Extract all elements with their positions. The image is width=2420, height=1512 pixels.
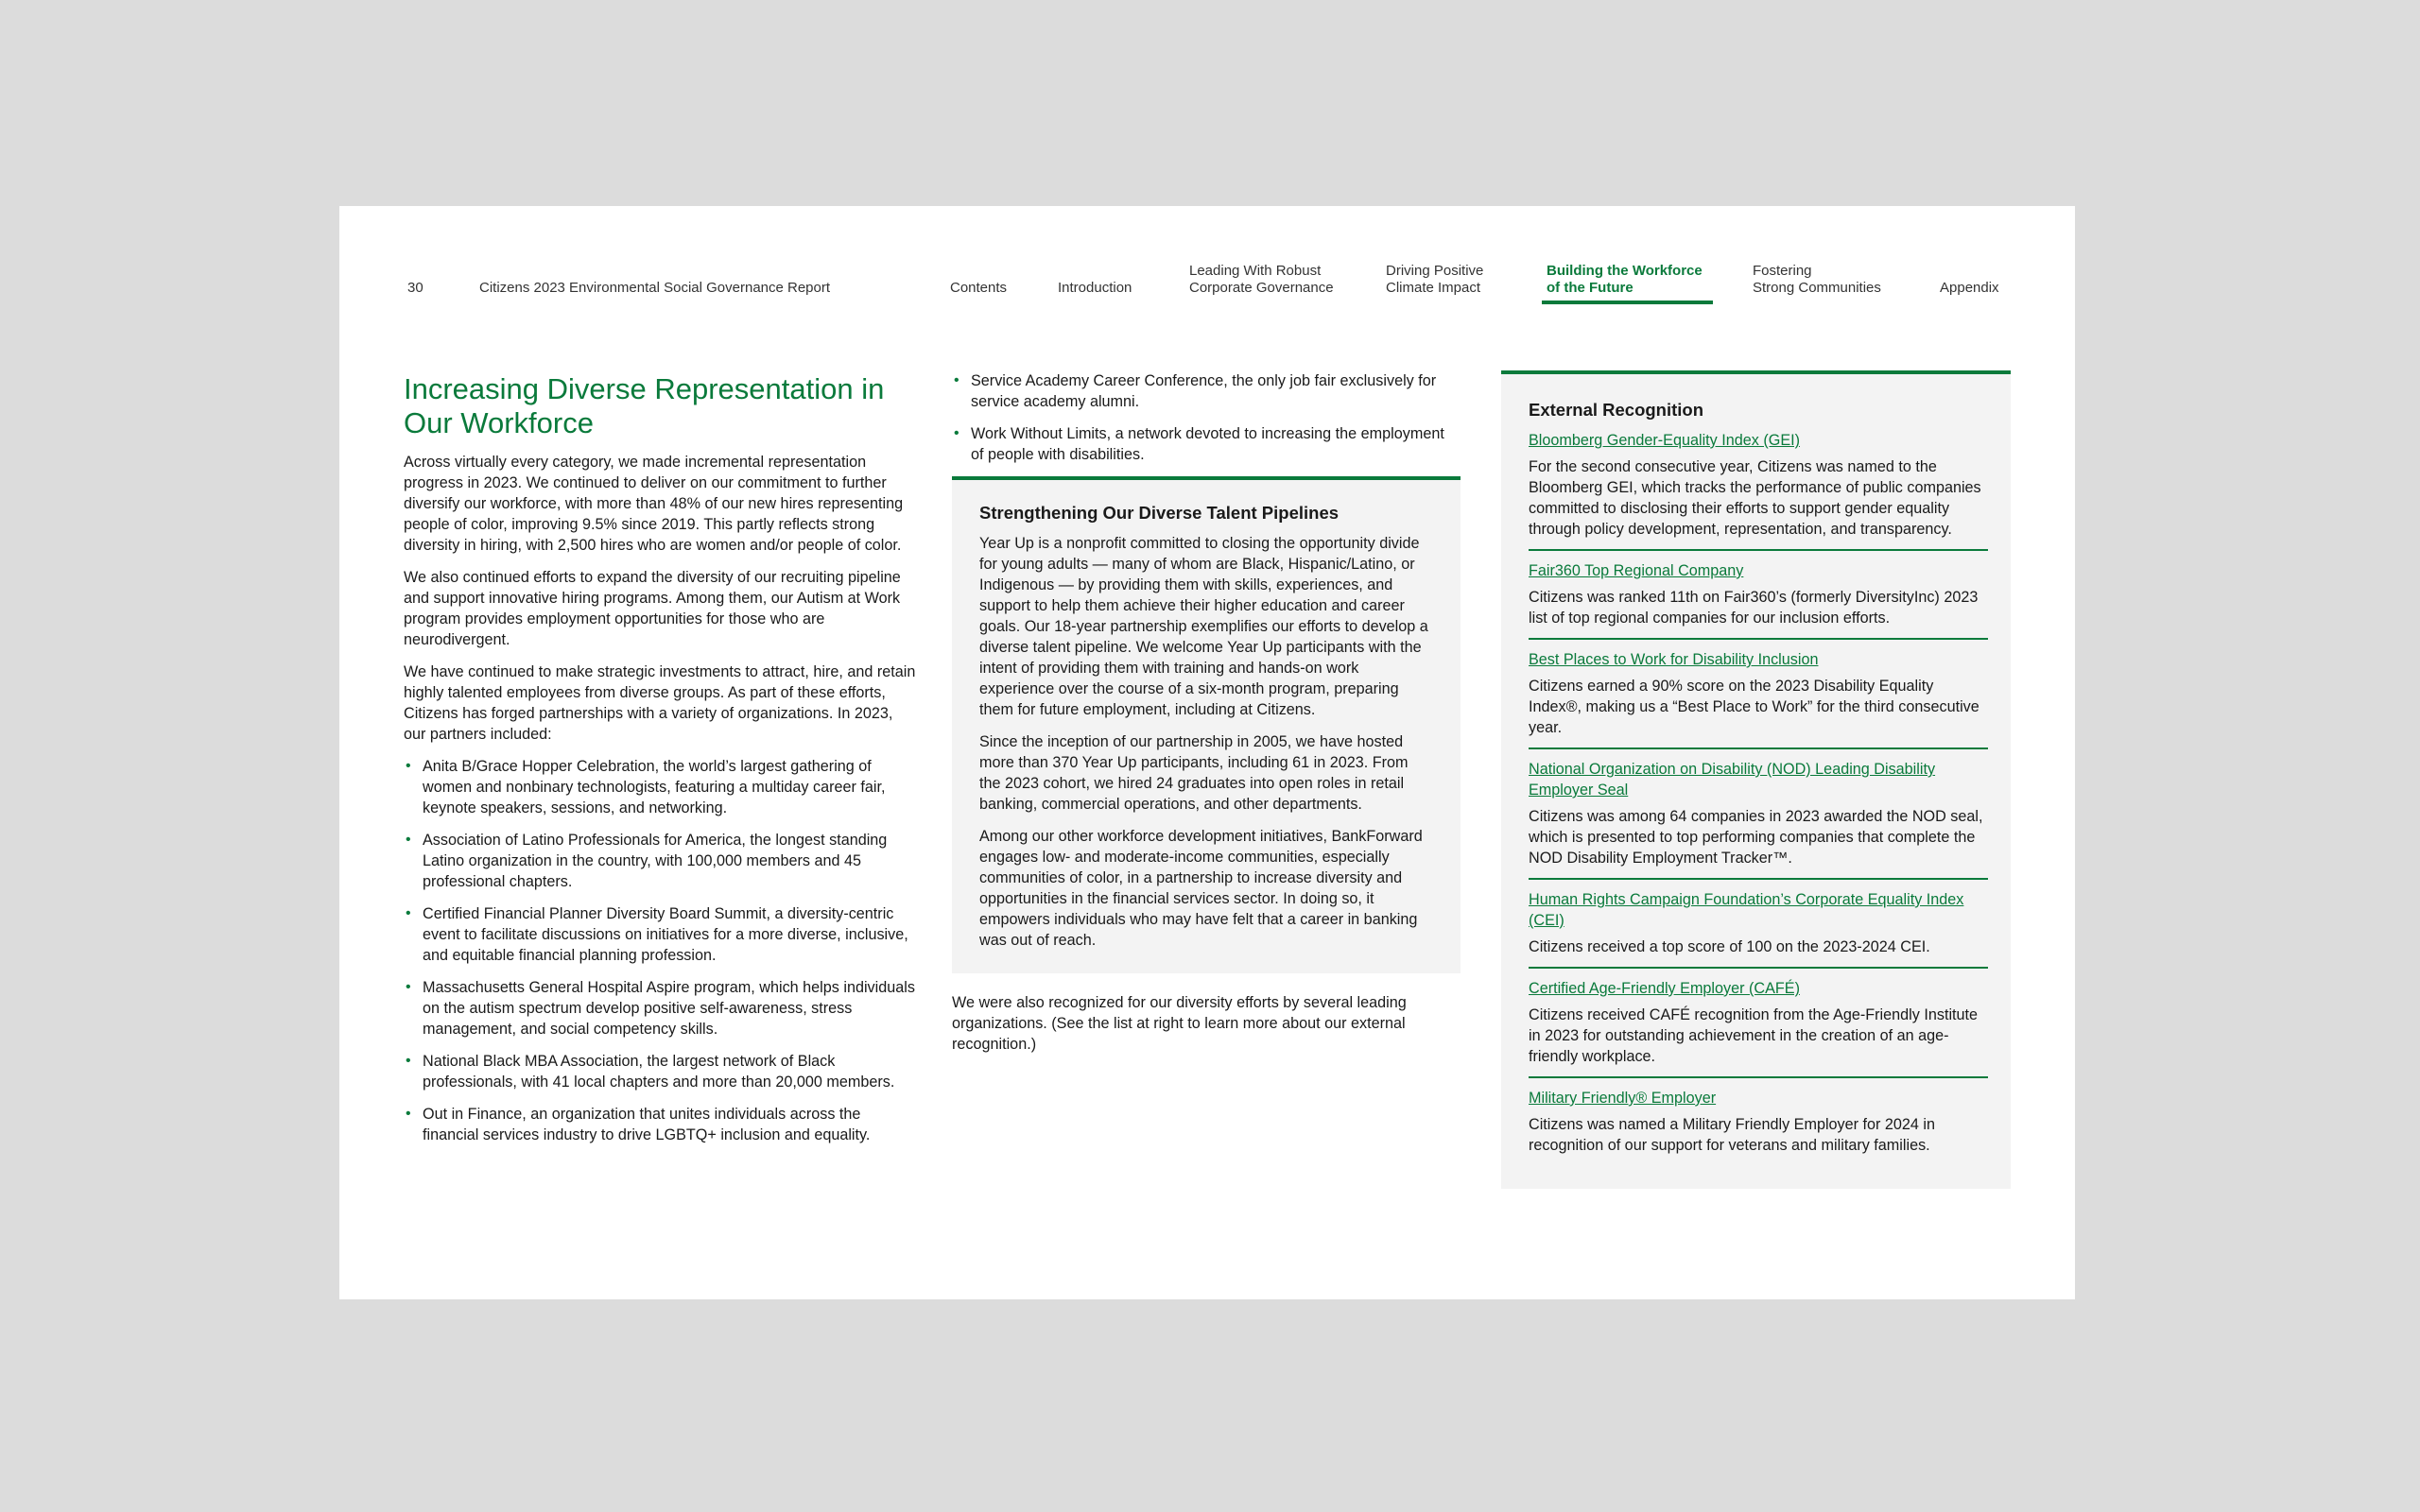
partner-list-continued <box>952 370 1461 465</box>
recognition-description: Citizens was ranked 11th on Fair360’s (formerly DiversityInc) 2023 list of top regional companies for our inclusion efforts. <box>1529 589 1979 627</box>
bullet-icon: • <box>954 425 959 441</box>
nav-contents[interactable]: Contents <box>950 280 1008 296</box>
list-item-text: Out in Finance, an organization that unites individuals across the financial services industry to drive LGBTQ+ inclusion and equality. <box>423 1106 871 1143</box>
list-item <box>952 423 1461 465</box>
list-item-text: Massachusetts General Hospital Aspire program, which helps individuals on the autism spectrum develop positive self-awareness, stress management, and social competency skills. <box>423 979 915 1038</box>
nav-workforce-active[interactable]: Building the Workforce of the Future <box>1547 263 1703 296</box>
nav-corporate-governance[interactable]: Leading With Robust Corporate Governance <box>1189 263 1334 296</box>
list-item-text: Association of Latino Professionals for America, the longest standing Latino organization in the country, with 100,000 members and 45 professional chapters. <box>423 832 888 890</box>
recognition-link[interactable]: Fair360 Top Regional Company <box>1529 562 1744 579</box>
report-page <box>339 206 2075 1299</box>
box-paragraph: Year Up is a nonprofit committed to closing the opportunity divide for young adults — many of whom are Black, Hispanic/Latino, or Indigenous — by providing them with skills, experiences, and support to help them achieve their higher education and career goals. Our 18-year partnership exemplifies our efforts to develop a diverse talent pipeline. We welcome Year Up participants with the intent of providing them with training and hands-on work experience over the course of a six-month program, preparing them for future employment, including at Citizens. <box>979 535 1428 718</box>
recognition-item <box>1529 430 1988 551</box>
bullet-icon: • <box>406 905 411 921</box>
partner-list <box>404 756 919 1145</box>
bullet-icon: • <box>406 979 411 995</box>
bullet-icon: • <box>406 832 411 848</box>
bullet-icon: • <box>406 1106 411 1122</box>
box-title: Strengthening Our Diverse Talent Pipelines <box>979 503 1340 523</box>
list-item <box>952 370 1461 412</box>
column-middle <box>952 370 1461 1055</box>
recognition-item <box>1529 978 1988 1078</box>
recognition-link[interactable]: Certified Age-Friendly Employer (CAFÉ) <box>1529 980 1800 997</box>
recognition-link[interactable]: Human Rights Campaign Foundation’s Corporate Equality Index (CEI) <box>1529 891 1964 929</box>
list-item-text: Certified Financial Planner Diversity Board Summit, a diversity-centric event to facilitate discussions on initiatives for a more diverse, inclusive, and equitable financial planning profession. <box>423 905 908 964</box>
nav-appendix[interactable]: Appendix <box>1940 280 1999 296</box>
recognition-item <box>1529 649 1988 749</box>
recognition-link[interactable]: National Organization on Disability (NOD) Leading Disability Employer Seal <box>1529 761 1936 799</box>
bullet-icon: • <box>954 372 959 388</box>
list-item <box>404 1051 919 1092</box>
report-title: Citizens 2023 Environmental Social Governance Report <box>479 280 831 296</box>
recognition-item <box>1529 560 1988 640</box>
nav-introduction[interactable]: Introduction <box>1058 280 1132 296</box>
list-item-text: National Black MBA Association, the largest network of Black professionals, with 41 local chapters and more than 20,000 members. <box>423 1053 895 1091</box>
list-item <box>404 977 919 1040</box>
recognition-description: Citizens received CAFÉ recognition from the Age-Friendly Institute in 2023 for outstanding achievement in the creation of an age-friendly workplace. <box>1529 1006 1979 1065</box>
talent-pipelines-box <box>952 476 1461 973</box>
recognition-description: Citizens was named a Military Friendly Employer for 2024 in recognition of our support for veterans and military families. <box>1529 1116 1936 1154</box>
paragraph: We also continued efforts to expand the diversity of our recruiting pipeline and support innovative hiring programs. Among them, our Autism at Work program provides employment opportunities for those who are neurodivergent. <box>404 569 901 648</box>
paragraph: We have continued to make strategic investments to attract, hire, and retain highly talented employees from diverse groups. As part of these efforts, Citizens has forged partnerships with a variety of organizations. In 2023, our partners included: <box>404 663 916 743</box>
page-number: 30 <box>407 280 424 296</box>
list-item <box>404 903 919 966</box>
box-paragraph: Among our other workforce development initiatives, BankForward engages low- and moderate-income communities, especially communities of color, in a partnership to increase diversity and opportunities in the financial services sector. In doing so, it empowers individuals who may have felt that a career in banking was out of reach. <box>979 828 1423 949</box>
column-left <box>404 372 919 1157</box>
box-paragraph: Since the inception of our partnership in 2005, we have hosted more than 370 Year Up participants, including 61 in 2023. From the 2023 cohort, we hired 24 graduates into open roles in retail banking, commercial operations, and other departments. <box>979 733 1409 813</box>
paragraph: Across virtually every category, we made incremental representation progress in 2023. We continued to deliver on our commitment to further diversify our workforce, with more than 48% of our new hires representing people of color, improving 9.5% since 2019. This partly reflects strong diversity in hiring, with 2,500 hires who are women and/or people of color. <box>404 454 904 554</box>
section-title: Increasing Diverse Representation in Our Workforce <box>404 372 885 439</box>
list-item-text: Anita B/Grace Hopper Celebration, the world’s largest gathering of women and nonbinary technologists, featuring a multiday career fair, keynote speakers, sessions, and networking. <box>423 758 886 816</box>
recognition-description: Citizens received a top score of 100 on the 2023-2024 CEI. <box>1529 938 1930 955</box>
list-item <box>404 1104 919 1145</box>
recognition-item <box>1529 759 1988 880</box>
recognition-description: Citizens earned a 90% score on the 2023 Disability Equality Index®, making us a “Best Place to Work” for the third consecutive year. <box>1529 678 1979 736</box>
bullet-icon: • <box>406 758 411 774</box>
recognition-description: Citizens was among 64 companies in 2023 awarded the NOD seal, which is presented to top performing companies that complete the NOD Disability Employment Tracker™. <box>1529 808 1983 867</box>
external-recognition-panel <box>1501 370 2011 1189</box>
list-item <box>404 830 919 892</box>
bullet-icon: • <box>406 1053 411 1069</box>
recognition-link[interactable]: Best Places to Work for Disability Inclusion <box>1529 651 1819 668</box>
nav-climate-impact[interactable]: Driving Positive Climate Impact <box>1386 263 1484 296</box>
recognition-link[interactable]: Bloomberg Gender-Equality Index (GEI) <box>1529 432 1801 449</box>
panel-title: External Recognition <box>1529 400 1704 420</box>
page-header <box>339 206 2075 310</box>
recognition-item <box>1529 1088 1988 1165</box>
recognition-intro: We were also recognized for our diversity efforts by several leading organizations. (See the list at right to learn more about our external recognition.) <box>952 994 1407 1053</box>
recognition-description: For the second consecutive year, Citizens was named to the Bloomberg GEI, which tracks the performance of public companies committed to disclosing their efforts to support gender equality through policy development, representation, and transparency. <box>1529 458 1981 538</box>
list-item-text: Service Academy Career Conference, the only job fair exclusively for service academy alumni. <box>971 372 1437 410</box>
list-item <box>404 756 919 818</box>
nav-strong-communities[interactable]: Fostering Strong Communities <box>1753 263 1881 296</box>
recognition-item <box>1529 889 1988 969</box>
recognition-link[interactable]: Military Friendly® Employer <box>1529 1090 1717 1107</box>
list-item-text: Work Without Limits, a network devoted to increasing the employment of people with disabilities. <box>971 425 1444 463</box>
active-tab-underline <box>1542 301 1713 304</box>
